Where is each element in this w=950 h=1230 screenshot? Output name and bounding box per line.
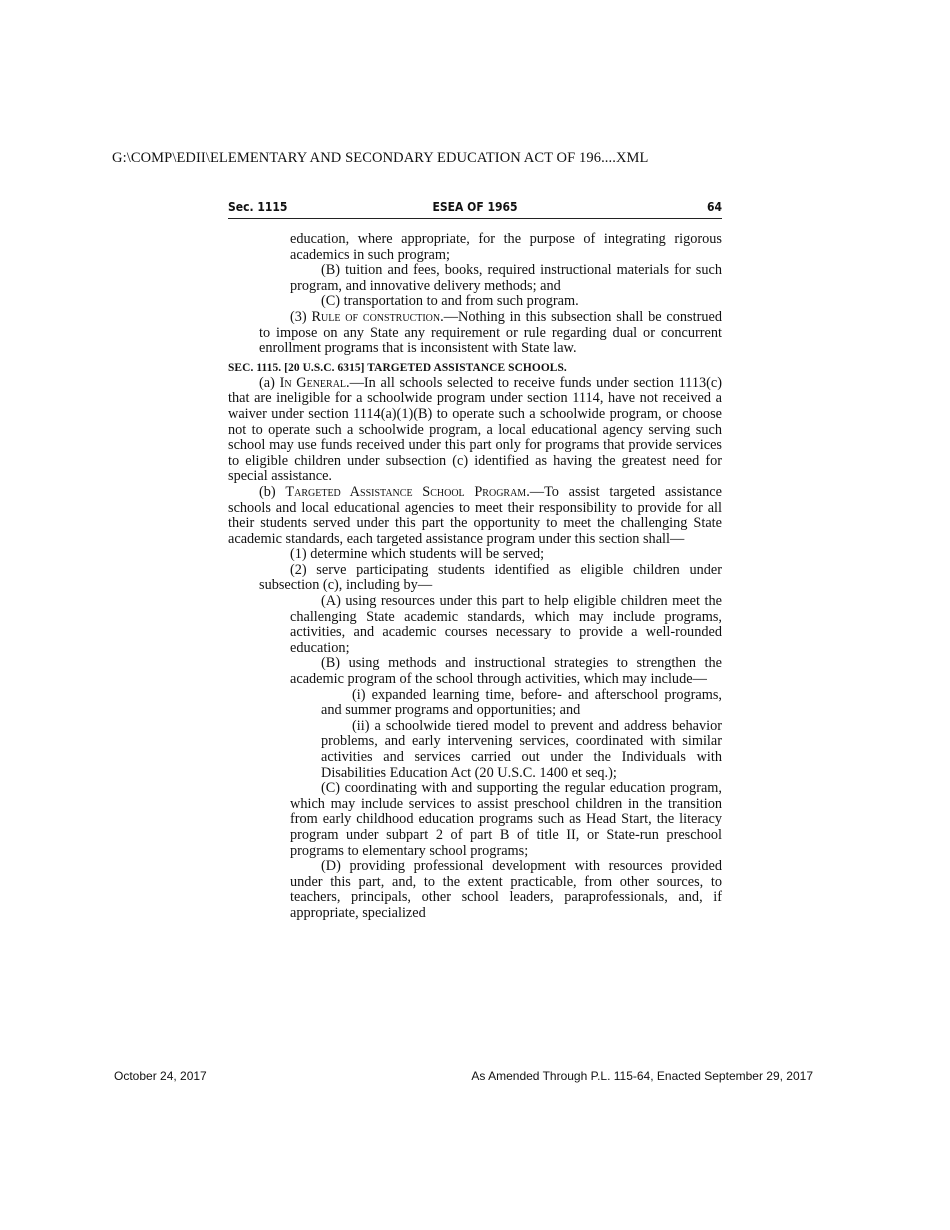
paragraph-number: (3) bbox=[290, 308, 312, 325]
paragraph-text: .—Nothing in this subsection shall be construed to impose on any State any requirement or rule regarding dual or concurrent enrollment programs that is inconsistent with State law. bbox=[259, 308, 722, 357]
paragraph-3-C: (C) transportation to and from such program. bbox=[321, 293, 579, 310]
subsection-text: .—In all schools selected to receive funds under section 1113(c) that are ineligible for a schoolwide program under section 1114, have not received a waiver under section 1114(a)(1)(B) to operate such a schoolwide program, or choose not to operate such a schoolwide program, a local educational agency serving such school may use funds received under this part only for programs that provide services to eligible children under subsection (c) identified as having the greatest need for special assistance. bbox=[228, 374, 722, 485]
paragraph-2: (2) serve participating students identified as eligible children under subsection (c), including by— bbox=[259, 561, 722, 594]
clause-i: (i) expanded learning time, before- and afterschool programs, and summer programs and opportunities; and bbox=[321, 686, 722, 719]
paragraph-3-B: (B) tuition and fees, books, required instructional materials for such program, and innovative delivery methods; and bbox=[290, 262, 722, 294]
running-head bbox=[228, 198, 722, 219]
document-body bbox=[228, 232, 722, 922]
subsection-number: (a) bbox=[259, 374, 280, 391]
subsection-heading: In General bbox=[279, 374, 347, 391]
subsection-a-in-general bbox=[228, 376, 722, 485]
subparagraph-A: (A) using resources under this part to help eligible children meet the challenging State academic standards, which may include programs, activities, and academic courses necessary to provide a well-rounded education; bbox=[290, 593, 722, 656]
subsection-text: .—To assist targeted assistance schools and local educational agencies to meet their responsibility to provide for all their students served under this part the opportunity to meet the challenging State academic standards, each targeted assistance program under this section shall— bbox=[228, 483, 722, 547]
paragraph-continuation: education, where appropriate, for the purpose of integrating rigorous academics in such program; bbox=[290, 231, 722, 263]
file-path-header: G:\COMP\EDII\ELEMENTARY AND SECONDARY EDUCATION ACT OF 196....XML bbox=[112, 150, 649, 166]
footer-date: October 24, 2017 bbox=[114, 1069, 207, 1083]
subsection-number: (b) bbox=[259, 483, 286, 500]
paragraph-1: (1) determine which students will be served; bbox=[290, 546, 545, 563]
running-head-title: ESEA OF 1965 bbox=[432, 200, 518, 214]
subsection-b-targeted-assistance bbox=[228, 485, 722, 547]
subparagraph-C: (C) coordinating with and supporting the regular education program, which may include services to assist preschool children in the transition from early childhood education programs such as Head Start, the literacy program under subpart 2 of part B of title II, or State-run preschool programs to elementary school programs; bbox=[290, 780, 722, 859]
paragraph-heading: Rule of construction bbox=[311, 308, 441, 325]
section-heading: SEC. 1115. [20 U.S.C. 6315] TARGETED ASSISTANCE SCHOOLS. bbox=[228, 361, 567, 374]
running-head-section: Sec. 1115 bbox=[228, 200, 288, 214]
clause-ii: (ii) a schoolwide tiered model to prevent and address behavior problems, and early intervening services, coordinated with similar activities and services carried out under the Individuals with Disabilities Education Act (20 U.S.C. 1400 et seq.); bbox=[321, 717, 722, 781]
subparagraph-B: (B) using methods and instructional strategies to strengthen the academic program of the school through activities, which may include— bbox=[290, 655, 722, 688]
subsection-heading: Targeted Assistance School Program bbox=[285, 483, 527, 500]
footer-amended-note: As Amended Through P.L. 115-64, Enacted September 29, 2017 bbox=[471, 1069, 813, 1083]
page-number: 64 bbox=[706, 200, 722, 214]
subparagraph-D: (D) providing professional development with resources provided under this part, and, to the extent practicable, from other sources, to teachers, principals, other school leaders, paraprofessionals, and, if appropriate, specialized bbox=[290, 858, 722, 921]
paragraph-rule-of-construction bbox=[259, 310, 722, 357]
